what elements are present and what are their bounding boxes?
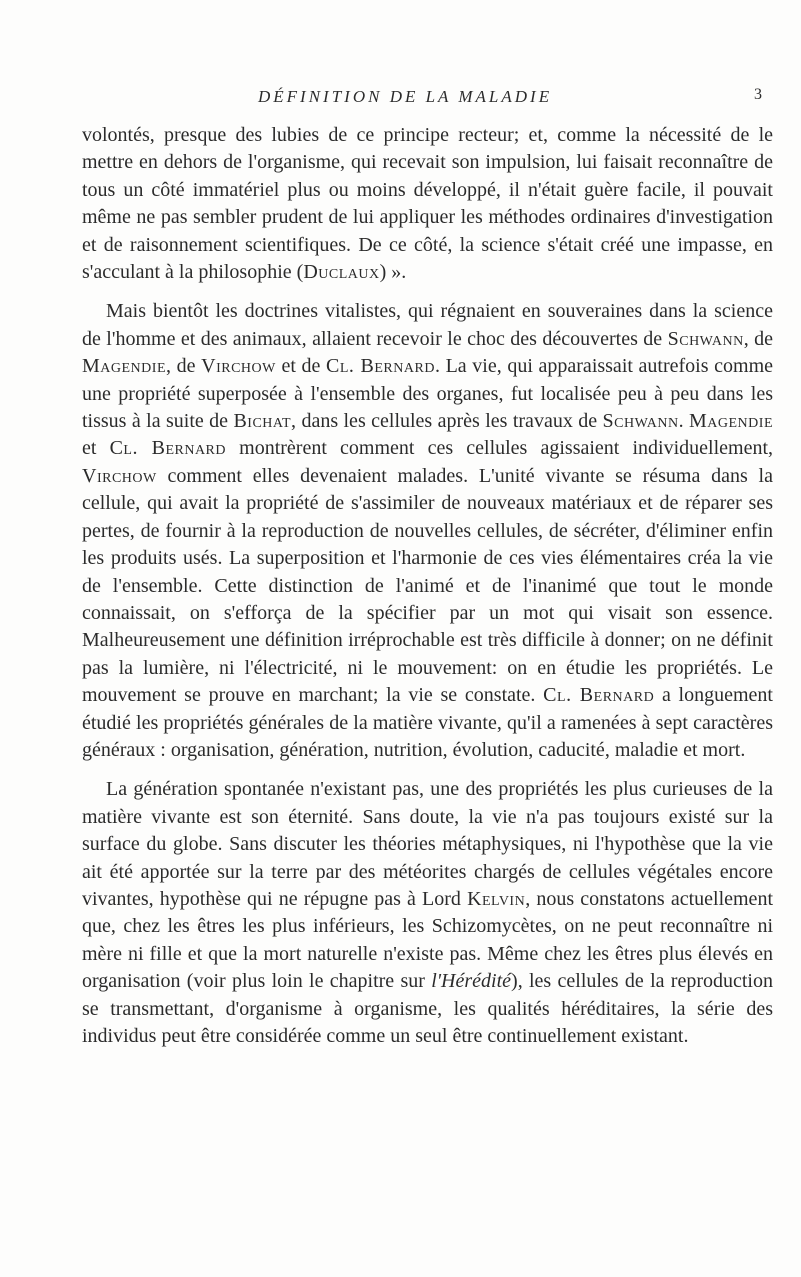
text-run: , de	[743, 327, 773, 350]
body-text	[82, 122, 773, 1050]
author-name: Bichat	[233, 410, 292, 433]
italic-text: l'Hérédité	[431, 970, 512, 993]
author-name: Cl. Bernard	[326, 355, 435, 378]
author-name: Kelvin	[467, 887, 526, 910]
page-number: 3	[754, 86, 762, 103]
text-run: ) ».	[379, 261, 407, 284]
text-run: Mais bientôt les doctrines vitalistes, qui régnaient en souveraines dans la science de l'homme et des animaux, allaient recevoir le choc des découvertes de	[82, 300, 773, 350]
text-run: et	[82, 437, 110, 460]
author-name: Virchow	[201, 355, 276, 378]
text-run: , nous constatons actuellement que, chez les êtres les plus inférieurs, les Schizomycètes, on ne peut reconnaître ni mère ni fille et que la mort naturelle n'existe pas. Même chez les êtres plus élevés en organisation (voir plus loin le chapitre sur	[82, 887, 773, 993]
text-run: montrèrent comment ces cellules agissaient individuellement,	[226, 437, 774, 460]
text-run: a longuement étudié les propriétés générales de la matière vivante, qu'il a ramenées à sept caractères généraux : organisation, génération, nutrition, évolution, caducité, maladie et mort.	[82, 684, 773, 761]
author-name: Schwann	[667, 327, 744, 350]
paragraph-3	[82, 776, 773, 1050]
paragraph-1	[82, 122, 773, 286]
text-run: La génération spontanée n'existant pas, une des propriétés les plus curieuses de la matière vivante est son éternité. Sans doute, la vie n'a pas toujours existé sur la surface du globe. Sans discuter les théories métaphysiques, ni l'hypothèse que la vie ait été apportée sur la terre par des météorites chargés de cellules végétales encore vivantes, hypothèse qui ne répugne pas à Lord	[82, 778, 773, 910]
author-name: Magendie	[689, 410, 773, 433]
text-run: comment elles devenaient malades. L'unité vivante se résuma dans la cellule, qui avait la propriété de s'assimiler de nouveaux matériaux et de réparer ses pertes, de fournir à la reproduction de nouvelles cellules, de sécréter, d'éliminer enfin les produits usés. La superposition et l'harmonie de ces vies élémentaires créa la vie de l'ensemble. Cette distinction de l'animé et de l'inanimé que tout le monde connaissait, on s'efforça de la spécifier par un mot qui visait son essence. Malheureusement une définition irréprochable est très difficile à donner; on ne définit pas la lumière, ni l'électricité, ni le mouvement: on en étudie les propriétés. Le mouvement se prouve en marchant; la vie se constate.	[82, 464, 773, 707]
author-name: Virchow	[82, 464, 157, 487]
author-name: Cl. Bernard	[109, 437, 227, 460]
text-run: . La vie, qui apparaissait autrefois comme une propriété superposée à l'ensemble des organes, fut localisée peu à peu dans les tissus à la suite de	[82, 355, 774, 433]
text-run: et de	[275, 355, 327, 378]
text-run: , de	[166, 355, 202, 378]
author-name: Magendie	[82, 355, 166, 378]
author-name: Duclaux	[303, 261, 380, 284]
text-run: .	[678, 410, 689, 433]
running-head: DÉFINITION DE LA MALADIE	[258, 87, 553, 106]
text-run: ), les cellules de la reproduction se transmettant, d'organisme à organisme, les qualités héréditaires, la série des individus peut être considérée comme un seul être continuellement existant.	[82, 970, 773, 1047]
author-name: Cl. Bernard	[543, 684, 655, 707]
text-run: , dans les cellules après les travaux de	[291, 410, 603, 433]
text-run: volontés, presque des lubies de ce principe recteur; et, comme la nécessité de le mettre en dehors de l'organisme, qui recevait son impulsion, lui faisait reconnaître de tous un côté immatériel plus ou moins développé, il n'était guère facile, il pouvait même ne pas sembler prudent de lui appliquer les méthodes ordinaires d'investigation et de raisonnement scientifiques. De ce côté, la science s'était créé une impasse, en s'acculant à la philosophie (	[82, 124, 773, 284]
author-name: Schwann	[602, 410, 679, 433]
paragraph-2	[82, 298, 773, 764]
